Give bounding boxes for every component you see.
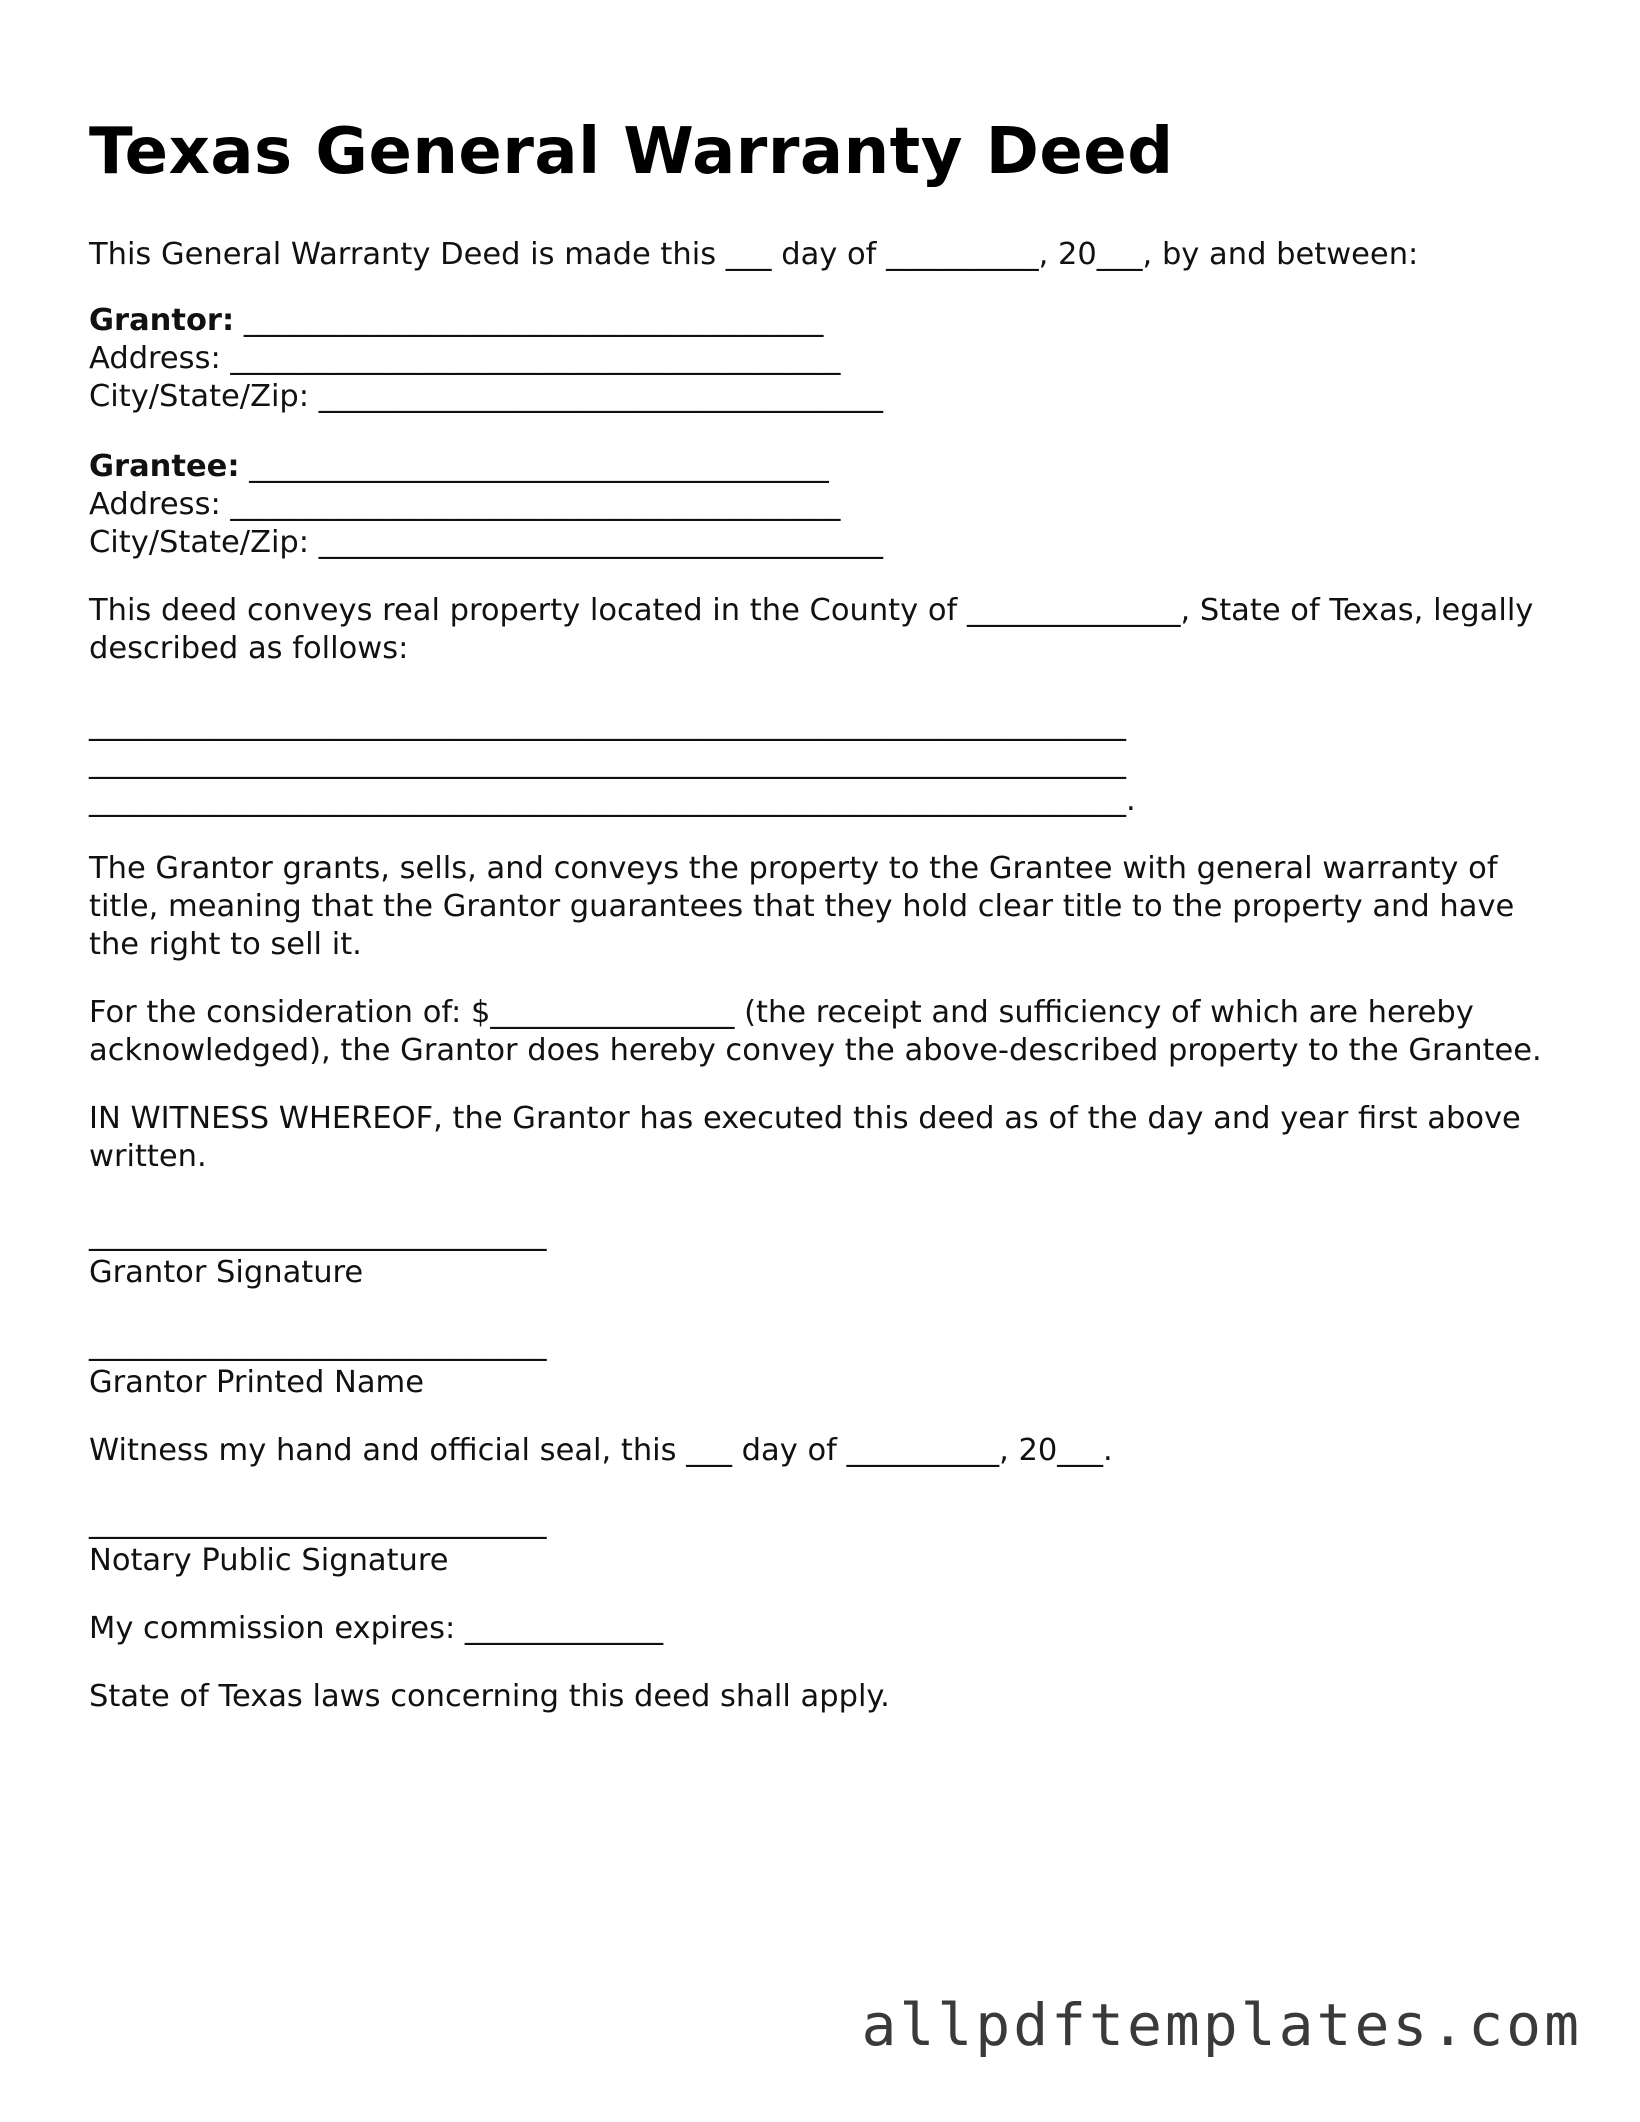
- grantee-name-row: [89, 448, 1569, 486]
- grantor-signature-line: ______________________________: [89, 1217, 547, 1252]
- grantor-printed-name-label: Grantor Printed Name: [89, 1365, 425, 1400]
- grantor-label: Grantor:: [89, 303, 235, 338]
- legal-description-lines: [89, 706, 1569, 820]
- witness-text: IN WITNESS WHEREOF, the Grantor has executed this deed as of the day and year first above written.: [89, 1101, 1531, 1174]
- notary-signature-label: Notary Public Signature: [89, 1543, 449, 1578]
- grantee-city-state-zip: City/State/Zip: _____________________________________: [89, 525, 884, 560]
- grantor-signature-label: Grantor Signature: [89, 1255, 364, 1290]
- legal-line-2: ____________________________________________________________________: [89, 745, 1126, 780]
- grantee-name-line: ______________________________________: [239, 449, 829, 484]
- deed-document: [89, 112, 1569, 1716]
- grantor-name-row: [89, 302, 1569, 340]
- texas-laws-text: State of Texas laws concerning this deed shall apply.: [89, 1679, 890, 1714]
- grantor-printed-name-block: [89, 1326, 1569, 1402]
- grantor-city-state-zip: City/State/Zip: _____________________________________: [89, 379, 884, 414]
- legal-line-1: ____________________________________________________________________: [89, 707, 1126, 742]
- county-text: This deed conveys real property located in the County of ______________, State of Texas, legally described as follows:: [89, 593, 1544, 666]
- consideration-text: For the consideration of: $________________ (the receipt and sufficiency of which are hereby acknowledged), the Grantor does hereby convey the above-described property to the Grantee.: [89, 995, 1542, 1068]
- grantee-address: Address: ________________________________________: [89, 487, 841, 522]
- grantee-section: [89, 448, 1569, 562]
- notary-date-text: Witness my hand and official seal, this ___ day of __________, 20___.: [89, 1433, 1113, 1468]
- grantor-signature-block: [89, 1216, 1569, 1292]
- commission-expires-text: My commission expires: _____________: [89, 1611, 664, 1646]
- grantee-label: Grantee:: [89, 449, 240, 484]
- notary-signature-line: ______________________________: [89, 1505, 547, 1540]
- notary-signature-block: [89, 1504, 1569, 1580]
- intro-text: This General Warranty Deed is made this ___ day of __________, 20___, by and between:: [89, 237, 1419, 272]
- grantor-section: [89, 302, 1569, 416]
- warranty-text: The Grantor grants, sells, and conveys the property to the Grantee with general warranty of title, meaning that the Grantor guarantees that they hold clear title to the property and have the right to sell it.: [89, 851, 1524, 962]
- legal-line-3: ____________________________________________________________________.: [89, 783, 1136, 818]
- grantor-address: Address: ________________________________________: [89, 341, 841, 376]
- site-watermark: allpdftemplates.com: [861, 1991, 1582, 2059]
- grantor-printed-name-line: ______________________________: [89, 1327, 547, 1362]
- grantor-name-line: ______________________________________: [234, 303, 824, 338]
- document-title: Texas General Warranty Deed: [89, 115, 1174, 189]
